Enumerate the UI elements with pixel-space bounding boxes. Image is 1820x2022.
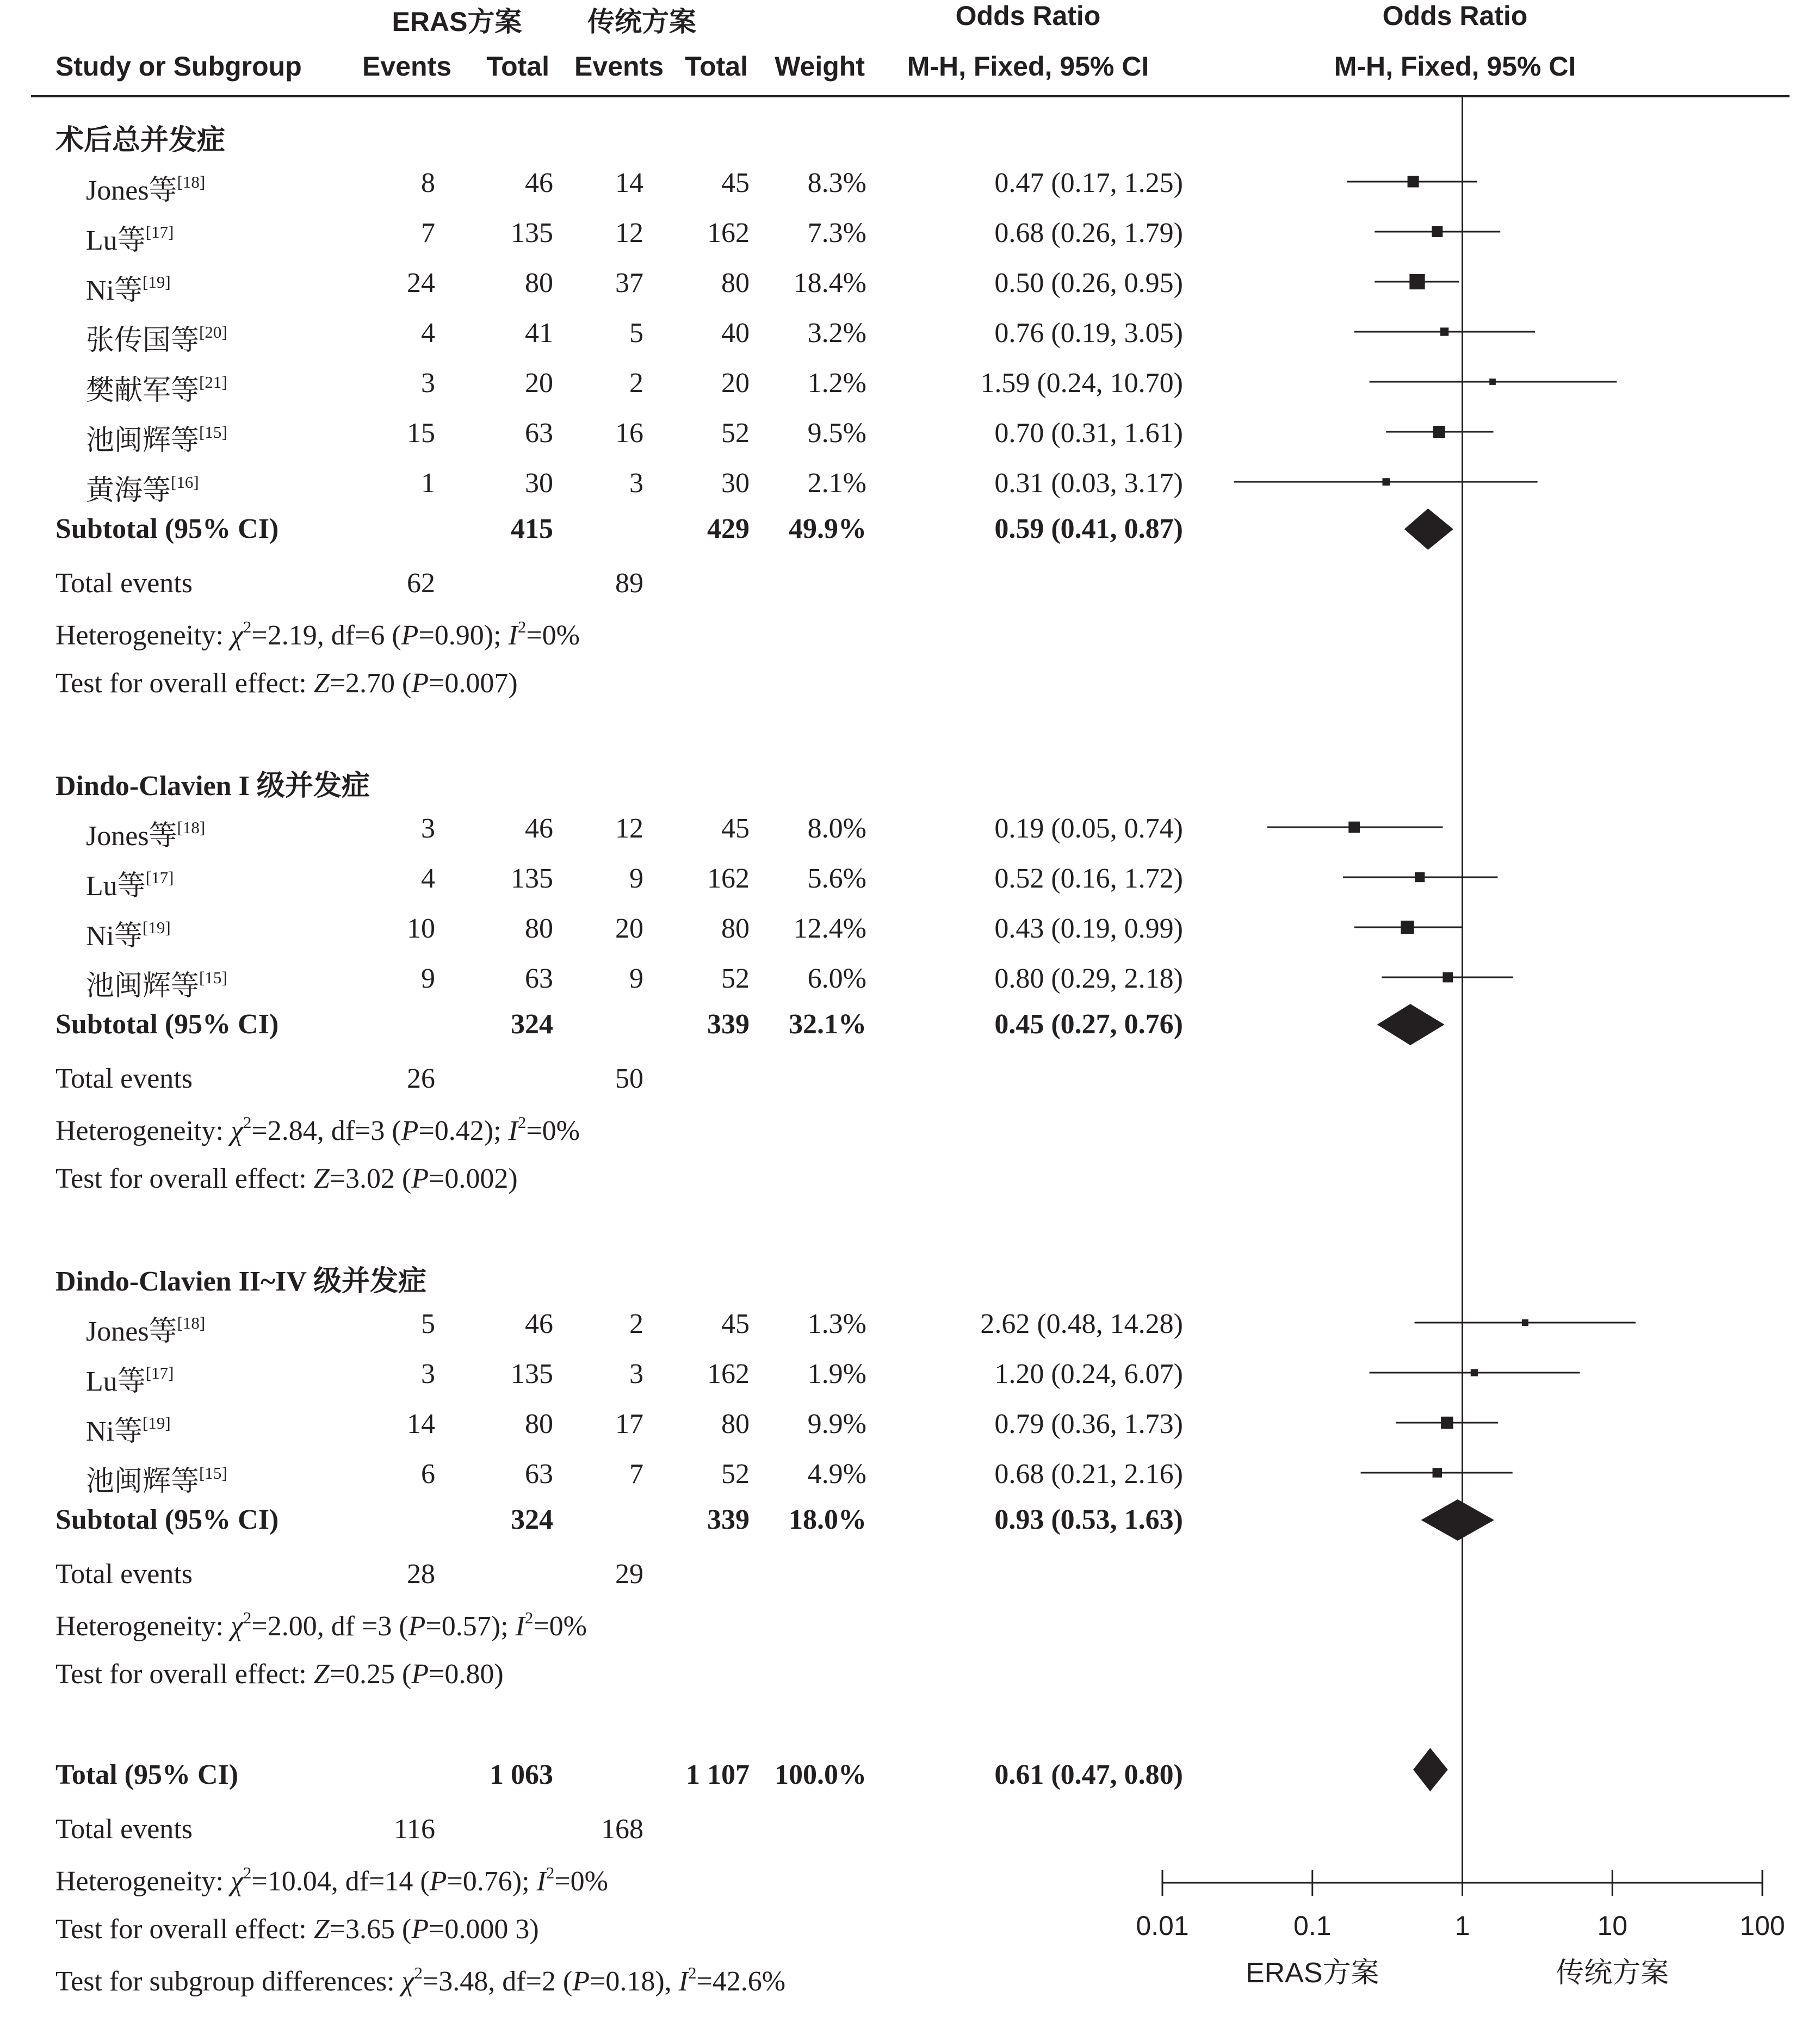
study-name bbox=[86, 317, 227, 358]
total-events-label: Total events bbox=[55, 1559, 193, 1590]
total2-header: Total bbox=[685, 51, 748, 82]
citation: [17] bbox=[145, 1363, 174, 1382]
z-symbol: Z bbox=[313, 668, 330, 699]
total1-header: Total bbox=[486, 51, 549, 82]
total-events-traditional: 89 bbox=[615, 568, 643, 599]
subtotal-label: Subtotal (95% CI) bbox=[55, 513, 279, 544]
superscript: 2 bbox=[243, 617, 252, 636]
total-events-eras: 28 bbox=[407, 1559, 435, 1590]
stat-value: =0% bbox=[533, 1611, 587, 1642]
superscript: 2 bbox=[243, 1608, 252, 1627]
pooled-diamond bbox=[1404, 508, 1453, 550]
total-events-eras: 116 bbox=[393, 1814, 435, 1845]
events-eras: 10 bbox=[407, 913, 435, 944]
subtotal-weight: 32.1% bbox=[789, 1009, 866, 1040]
total-traditional: 30 bbox=[721, 468, 750, 499]
total-traditional: 162 bbox=[707, 863, 750, 894]
events-traditional: 12 bbox=[615, 813, 643, 844]
i-symbol: I bbox=[508, 1115, 518, 1146]
stat-value: =0% bbox=[526, 620, 580, 651]
point-estimate-square bbox=[1415, 872, 1425, 882]
events-traditional: 5 bbox=[629, 318, 643, 349]
superscript: 2 bbox=[524, 1608, 534, 1627]
subgroup-difference-line bbox=[55, 1963, 785, 1998]
total-eras: 63 bbox=[525, 963, 553, 994]
point-estimate-square bbox=[1443, 972, 1453, 983]
point-estimate-square bbox=[1409, 274, 1425, 289]
study-label: Lu等 bbox=[86, 225, 146, 256]
total-label: Total (95% CI) bbox=[55, 1759, 239, 1790]
stat-value: =2.00, df =3 ( bbox=[251, 1611, 408, 1642]
subgroup-title: Dindo-Clavien II~IV 级并发症 bbox=[55, 1266, 426, 1297]
study-name bbox=[86, 467, 199, 508]
events-eras: 1 bbox=[421, 468, 435, 499]
study-label: 池闽辉等 bbox=[86, 1466, 200, 1497]
stat-value: =0.57); bbox=[425, 1611, 516, 1642]
study-label: Jones等 bbox=[86, 175, 177, 206]
study-weight: 8.0% bbox=[807, 813, 866, 844]
study-name bbox=[86, 1358, 174, 1399]
p-symbol: P bbox=[401, 620, 419, 651]
events-traditional: 37 bbox=[615, 268, 643, 299]
total-eras: 135 bbox=[511, 218, 553, 249]
odds-ratio-ci: 0.76 (0.19, 3.05) bbox=[994, 318, 1183, 349]
study-weight: 9.5% bbox=[807, 418, 866, 449]
p-symbol: P bbox=[411, 1914, 429, 1945]
chi-symbol: χ bbox=[230, 1611, 243, 1642]
point-estimate-square bbox=[1401, 921, 1414, 934]
total-events-traditional: 168 bbox=[601, 1814, 643, 1845]
total-traditional: 52 bbox=[721, 1459, 750, 1490]
p-symbol: P bbox=[429, 1866, 447, 1897]
events-eras: 4 bbox=[421, 863, 435, 894]
events-traditional: 7 bbox=[629, 1459, 643, 1490]
stat-value: =0.002) bbox=[429, 1163, 518, 1194]
stat-value: =0.42); bbox=[418, 1115, 509, 1146]
stat-prefix: Test for overall effect: bbox=[55, 1163, 314, 1194]
stat-value: =0.90); bbox=[418, 620, 509, 651]
stat-prefix: Test for overall effect: bbox=[55, 1914, 314, 1945]
total-eras: 80 bbox=[525, 913, 553, 944]
total-traditional: 80 bbox=[721, 268, 750, 299]
odds-ratio-ci: 0.43 (0.19, 0.99) bbox=[994, 913, 1183, 944]
citation: [17] bbox=[145, 868, 174, 887]
citation: [18] bbox=[177, 172, 206, 191]
study-weight: 2.1% bbox=[807, 468, 866, 499]
subtotal-label: Subtotal (95% CI) bbox=[55, 1009, 279, 1040]
study-weight: 3.2% bbox=[807, 318, 866, 349]
events-eras: 24 bbox=[407, 268, 435, 299]
citation: [15] bbox=[199, 968, 227, 987]
odds-ratio-ci: 1.59 (0.24, 10.70) bbox=[980, 368, 1183, 399]
stat-value: =0.000 3) bbox=[429, 1914, 539, 1945]
point-estimate-square bbox=[1440, 327, 1448, 336]
stat-prefix: Heterogeneity: bbox=[55, 620, 231, 651]
odds-ratio-ci: 0.52 (0.16, 1.72) bbox=[994, 863, 1183, 894]
study-label: Lu等 bbox=[86, 1366, 146, 1397]
heterogeneity-line bbox=[55, 1113, 580, 1147]
p-symbol: P bbox=[408, 1611, 426, 1642]
study-label: Ni等 bbox=[86, 275, 143, 306]
p-symbol: P bbox=[411, 1659, 429, 1690]
stat-value: =42.6% bbox=[696, 1966, 786, 1997]
subtotal-total-eras: 324 bbox=[511, 1009, 553, 1040]
overall-effect-line bbox=[55, 1163, 518, 1195]
point-estimate-square bbox=[1489, 379, 1496, 385]
events-traditional: 16 bbox=[615, 418, 643, 449]
citation: [17] bbox=[145, 222, 174, 241]
total-eras: 46 bbox=[525, 813, 553, 844]
superscript: 2 bbox=[243, 1113, 252, 1132]
study-column-header: Study or Subgroup bbox=[55, 51, 302, 82]
total-traditional: 45 bbox=[721, 1308, 750, 1339]
i-symbol: I bbox=[515, 1611, 525, 1642]
events-traditional: 9 bbox=[629, 963, 643, 994]
i-symbol: I bbox=[508, 620, 518, 651]
study-name bbox=[86, 1458, 227, 1499]
x-tick-label: 0.01 bbox=[1136, 1911, 1189, 1941]
citation: [19] bbox=[143, 272, 171, 291]
events-traditional: 14 bbox=[615, 168, 643, 199]
events-traditional: 2 bbox=[629, 1308, 643, 1339]
total-eras: 63 bbox=[525, 1459, 553, 1490]
events-eras: 3 bbox=[421, 368, 435, 399]
subtotal-total-traditional: 429 bbox=[707, 513, 750, 544]
total-traditional: 162 bbox=[707, 218, 750, 249]
pooled-diamond bbox=[1413, 1748, 1448, 1791]
events-traditional: 17 bbox=[615, 1409, 643, 1440]
total-traditional: 80 bbox=[721, 913, 750, 944]
stat-value: =0.18), bbox=[590, 1966, 679, 1997]
total-events-traditional: 29 bbox=[615, 1559, 643, 1590]
total-eras: 46 bbox=[525, 168, 553, 199]
chi-symbol: χ bbox=[401, 1966, 414, 1997]
stat-value: =2.19, df=6 ( bbox=[251, 620, 401, 651]
point-estimate-square bbox=[1348, 822, 1360, 833]
p-symbol: P bbox=[411, 668, 429, 699]
axis-label-favours-eras: ERAS方案 bbox=[1245, 1957, 1379, 1989]
events-traditional: 12 bbox=[615, 218, 643, 249]
study-weight: 9.9% bbox=[807, 1409, 866, 1440]
citation: [18] bbox=[177, 1313, 206, 1332]
superscript: 2 bbox=[517, 617, 527, 636]
x-tick-label: 1 bbox=[1454, 1911, 1470, 1941]
superscript: 2 bbox=[688, 1963, 697, 1982]
overall-effect-line bbox=[55, 1658, 504, 1690]
citation: [21] bbox=[199, 373, 227, 392]
i-symbol: I bbox=[678, 1966, 688, 1997]
study-name bbox=[86, 963, 227, 1003]
odds-ratio-ci: 0.31 (0.03, 3.17) bbox=[994, 468, 1183, 499]
x-tick-label: 100 bbox=[1739, 1911, 1785, 1941]
subtotal-weight: 49.9% bbox=[789, 513, 866, 544]
superscript: 2 bbox=[517, 1113, 527, 1132]
study-weight: 7.3% bbox=[807, 218, 866, 249]
i-symbol: I bbox=[536, 1866, 546, 1897]
total-traditional: 162 bbox=[707, 1359, 750, 1390]
study-name bbox=[86, 167, 205, 208]
subtotal-label: Subtotal (95% CI) bbox=[55, 1504, 279, 1535]
odds-ratio-ci: 0.80 (0.29, 2.18) bbox=[994, 963, 1183, 994]
total-traditional: 20 bbox=[721, 368, 750, 399]
subtotal-weight: 18.0% bbox=[789, 1504, 866, 1535]
stat-value: =0% bbox=[554, 1866, 609, 1897]
study-label: 池闽辉等 bbox=[86, 971, 200, 1002]
stat-value: =0% bbox=[526, 1115, 580, 1146]
events-eras: 7 bbox=[421, 218, 435, 249]
total-eras: 80 bbox=[525, 1409, 553, 1440]
subtotal-total-eras: 415 bbox=[511, 513, 553, 544]
stat-prefix: Test for overall effect: bbox=[55, 668, 314, 699]
study-label: Ni等 bbox=[86, 921, 143, 952]
stat-value: =0.25 ( bbox=[329, 1659, 412, 1690]
overall-effect-line bbox=[55, 1913, 539, 1945]
odds-ratio-ci: 0.68 (0.26, 1.79) bbox=[994, 218, 1183, 249]
overall-effect-line bbox=[55, 667, 518, 699]
total-eras: 80 bbox=[525, 268, 553, 299]
point-estimate-square bbox=[1471, 1369, 1478, 1376]
study-name bbox=[86, 863, 174, 903]
citation: [16] bbox=[171, 473, 199, 492]
axis-label-favours-traditional: 传统方案 bbox=[1556, 1957, 1669, 1989]
study-weight: 1.3% bbox=[807, 1308, 866, 1339]
point-estimate-square bbox=[1522, 1319, 1528, 1326]
x-tick-label: 0.1 bbox=[1293, 1911, 1332, 1941]
subgroup-title: Dindo-Clavien I 级并发症 bbox=[55, 771, 370, 802]
point-estimate-square bbox=[1382, 478, 1390, 486]
p-symbol: P bbox=[572, 1966, 590, 1997]
grand-total-weight: 100.0% bbox=[775, 1759, 866, 1790]
total-eras: 20 bbox=[525, 368, 553, 399]
stat-prefix: Heterogeneity: bbox=[55, 1115, 231, 1146]
study-label: Ni等 bbox=[86, 1416, 143, 1447]
study-label: 池闽辉等 bbox=[86, 425, 200, 456]
citation: [15] bbox=[199, 1463, 227, 1483]
events-eras: 5 bbox=[421, 1308, 435, 1339]
point-estimate-square bbox=[1432, 226, 1443, 237]
study-name bbox=[86, 367, 227, 408]
total-traditional: 40 bbox=[721, 318, 750, 349]
x-tick-label: 10 bbox=[1597, 1911, 1628, 1941]
chi-symbol: χ bbox=[230, 1115, 243, 1146]
total-events-eras: 26 bbox=[407, 1063, 435, 1094]
odds-ratio-ci: 0.68 (0.21, 2.16) bbox=[994, 1459, 1183, 1490]
study-weight: 4.9% bbox=[807, 1459, 866, 1490]
events-eras: 14 bbox=[407, 1409, 435, 1440]
subtotal-odds-ratio-ci: 0.59 (0.41, 0.87) bbox=[994, 513, 1183, 544]
or-method-header: M-H, Fixed, 95% CI bbox=[907, 51, 1149, 82]
superscript: 2 bbox=[243, 1863, 252, 1882]
subtotal-total-eras: 324 bbox=[511, 1504, 553, 1535]
events-traditional: 2 bbox=[629, 368, 643, 399]
z-symbol: Z bbox=[313, 1163, 330, 1194]
stat-value: =2.70 ( bbox=[329, 668, 412, 699]
total-events-traditional: 50 bbox=[615, 1063, 643, 1094]
study-weight: 12.4% bbox=[793, 913, 866, 944]
study-name bbox=[86, 267, 171, 308]
total-events-label: Total events bbox=[55, 568, 193, 599]
odds-ratio-ci: 0.50 (0.26, 0.95) bbox=[994, 268, 1183, 299]
stat-value: =3.02 ( bbox=[329, 1163, 412, 1194]
citation: [18] bbox=[177, 818, 206, 837]
group2-header: 传统方案 bbox=[587, 7, 696, 37]
events-traditional: 20 bbox=[615, 913, 643, 944]
header-rule bbox=[31, 95, 1790, 97]
chi-symbol: χ bbox=[230, 1866, 243, 1897]
citation: [19] bbox=[143, 918, 171, 937]
total-eras: 30 bbox=[525, 468, 553, 499]
stat-value: =10.04, df=14 ( bbox=[251, 1866, 430, 1897]
superscript: 2 bbox=[546, 1863, 555, 1882]
total-eras: 63 bbox=[525, 418, 553, 449]
study-label: 黄海等 bbox=[86, 475, 171, 506]
superscript: 2 bbox=[414, 1963, 423, 1982]
z-symbol: Z bbox=[313, 1659, 330, 1690]
stat-prefix: Test for subgroup differences: bbox=[55, 1966, 402, 1997]
subtotal-odds-ratio-ci: 0.93 (0.53, 1.63) bbox=[994, 1504, 1183, 1535]
study-weight: 1.9% bbox=[807, 1359, 866, 1390]
subtotal-total-traditional: 339 bbox=[707, 1009, 750, 1040]
events-eras: 9 bbox=[421, 963, 435, 994]
citation: [20] bbox=[199, 322, 227, 342]
pooled-diamond bbox=[1377, 1004, 1445, 1045]
citation: [19] bbox=[143, 1413, 171, 1432]
subtotal-odds-ratio-ci: 0.45 (0.27, 0.76) bbox=[994, 1009, 1183, 1040]
events-eras: 15 bbox=[407, 418, 435, 449]
point-estimate-square bbox=[1433, 426, 1445, 438]
grand-total-traditional: 1 107 bbox=[686, 1759, 750, 1790]
study-label: Jones等 bbox=[86, 1316, 177, 1347]
stat-prefix: Test for overall effect: bbox=[55, 1659, 314, 1690]
total-traditional: 52 bbox=[721, 963, 750, 994]
study-label: Lu等 bbox=[86, 871, 146, 902]
total-eras: 135 bbox=[511, 1359, 553, 1390]
odds-ratio-ci: 0.47 (0.17, 1.25) bbox=[994, 168, 1183, 199]
events-traditional: 3 bbox=[629, 1359, 643, 1390]
group1-header: ERAS方案 bbox=[392, 7, 522, 37]
study-weight: 18.4% bbox=[793, 268, 866, 299]
odds-ratio-ci: 2.62 (0.48, 14.28) bbox=[980, 1308, 1183, 1339]
odds-ratio-ci: 0.70 (0.31, 1.61) bbox=[994, 418, 1183, 449]
point-estimate-square bbox=[1408, 176, 1419, 188]
study-weight: 8.3% bbox=[807, 168, 866, 199]
events-eras: 3 bbox=[421, 813, 435, 844]
stat-value: =3.65 ( bbox=[329, 1914, 412, 1945]
p-symbol: P bbox=[411, 1163, 429, 1194]
z-symbol: Z bbox=[313, 1914, 330, 1945]
odds-ratio-ci: 0.79 (0.36, 1.73) bbox=[994, 1409, 1183, 1440]
study-label: Jones等 bbox=[86, 821, 177, 852]
total-eras: 41 bbox=[525, 318, 553, 349]
subgroup-title: 术后总并发症 bbox=[55, 125, 226, 156]
total-traditional: 45 bbox=[721, 813, 750, 844]
point-estimate-square bbox=[1433, 1468, 1443, 1478]
study-weight: 6.0% bbox=[807, 963, 866, 994]
heterogeneity-line bbox=[55, 1863, 608, 1897]
events2-header: Events bbox=[574, 51, 664, 82]
events1-header: Events bbox=[362, 51, 451, 82]
study-weight: 5.6% bbox=[807, 863, 866, 894]
odds-ratio-ci: 0.19 (0.05, 0.74) bbox=[994, 813, 1183, 844]
total-events-label: Total events bbox=[55, 1063, 193, 1094]
or-table-title: Odds Ratio bbox=[955, 1, 1101, 31]
study-name bbox=[86, 1408, 171, 1449]
total-events-label: Total events bbox=[55, 1814, 193, 1845]
events-traditional: 9 bbox=[629, 863, 643, 894]
weight-header: Weight bbox=[775, 51, 865, 82]
total-traditional: 52 bbox=[721, 418, 750, 449]
total-eras: 46 bbox=[525, 1308, 553, 1339]
events-eras: 8 bbox=[421, 168, 435, 199]
stat-prefix: Heterogeneity: bbox=[55, 1611, 231, 1642]
stat-value: =0.007) bbox=[429, 668, 518, 699]
stat-value: =0.76); bbox=[447, 1866, 537, 1897]
grand-total-odds-ratio-ci: 0.61 (0.47, 0.80) bbox=[994, 1759, 1183, 1790]
study-label: 张传国等 bbox=[86, 325, 200, 356]
stat-value: =3.48, df=2 ( bbox=[422, 1966, 573, 1997]
study-name bbox=[86, 913, 171, 953]
plot-title: Odds Ratio bbox=[1382, 1, 1528, 31]
stat-prefix: Heterogeneity: bbox=[55, 1866, 231, 1897]
study-label: 樊献军等 bbox=[86, 375, 200, 406]
study-weight: 1.2% bbox=[807, 368, 866, 399]
stat-value: =2.84, df=3 ( bbox=[251, 1115, 401, 1146]
total-eras: 135 bbox=[511, 863, 553, 894]
events-eras: 3 bbox=[421, 1359, 435, 1390]
grand-total-eras: 1 063 bbox=[490, 1759, 553, 1790]
heterogeneity-line bbox=[55, 1608, 587, 1642]
chi-symbol: χ bbox=[230, 620, 243, 651]
p-symbol: P bbox=[401, 1115, 419, 1146]
total-events-eras: 62 bbox=[407, 568, 435, 599]
stat-value: =0.80) bbox=[429, 1659, 504, 1690]
study-name bbox=[86, 1308, 205, 1349]
plot-method-header: M-H, Fixed, 95% CI bbox=[1334, 51, 1576, 82]
point-estimate-square bbox=[1441, 1417, 1453, 1429]
study-name bbox=[86, 812, 205, 853]
citation: [15] bbox=[199, 423, 227, 442]
study-name bbox=[86, 417, 227, 458]
events-traditional: 3 bbox=[629, 468, 643, 499]
subtotal-total-traditional: 339 bbox=[707, 1504, 750, 1535]
heterogeneity-line bbox=[55, 617, 580, 652]
total-traditional: 45 bbox=[721, 168, 750, 199]
pooled-diamond bbox=[1421, 1499, 1494, 1541]
total-traditional: 80 bbox=[721, 1409, 750, 1440]
study-name bbox=[86, 217, 174, 258]
odds-ratio-ci: 1.20 (0.24, 6.07) bbox=[994, 1359, 1183, 1390]
events-eras: 6 bbox=[421, 1459, 435, 1490]
events-eras: 4 bbox=[421, 318, 435, 349]
